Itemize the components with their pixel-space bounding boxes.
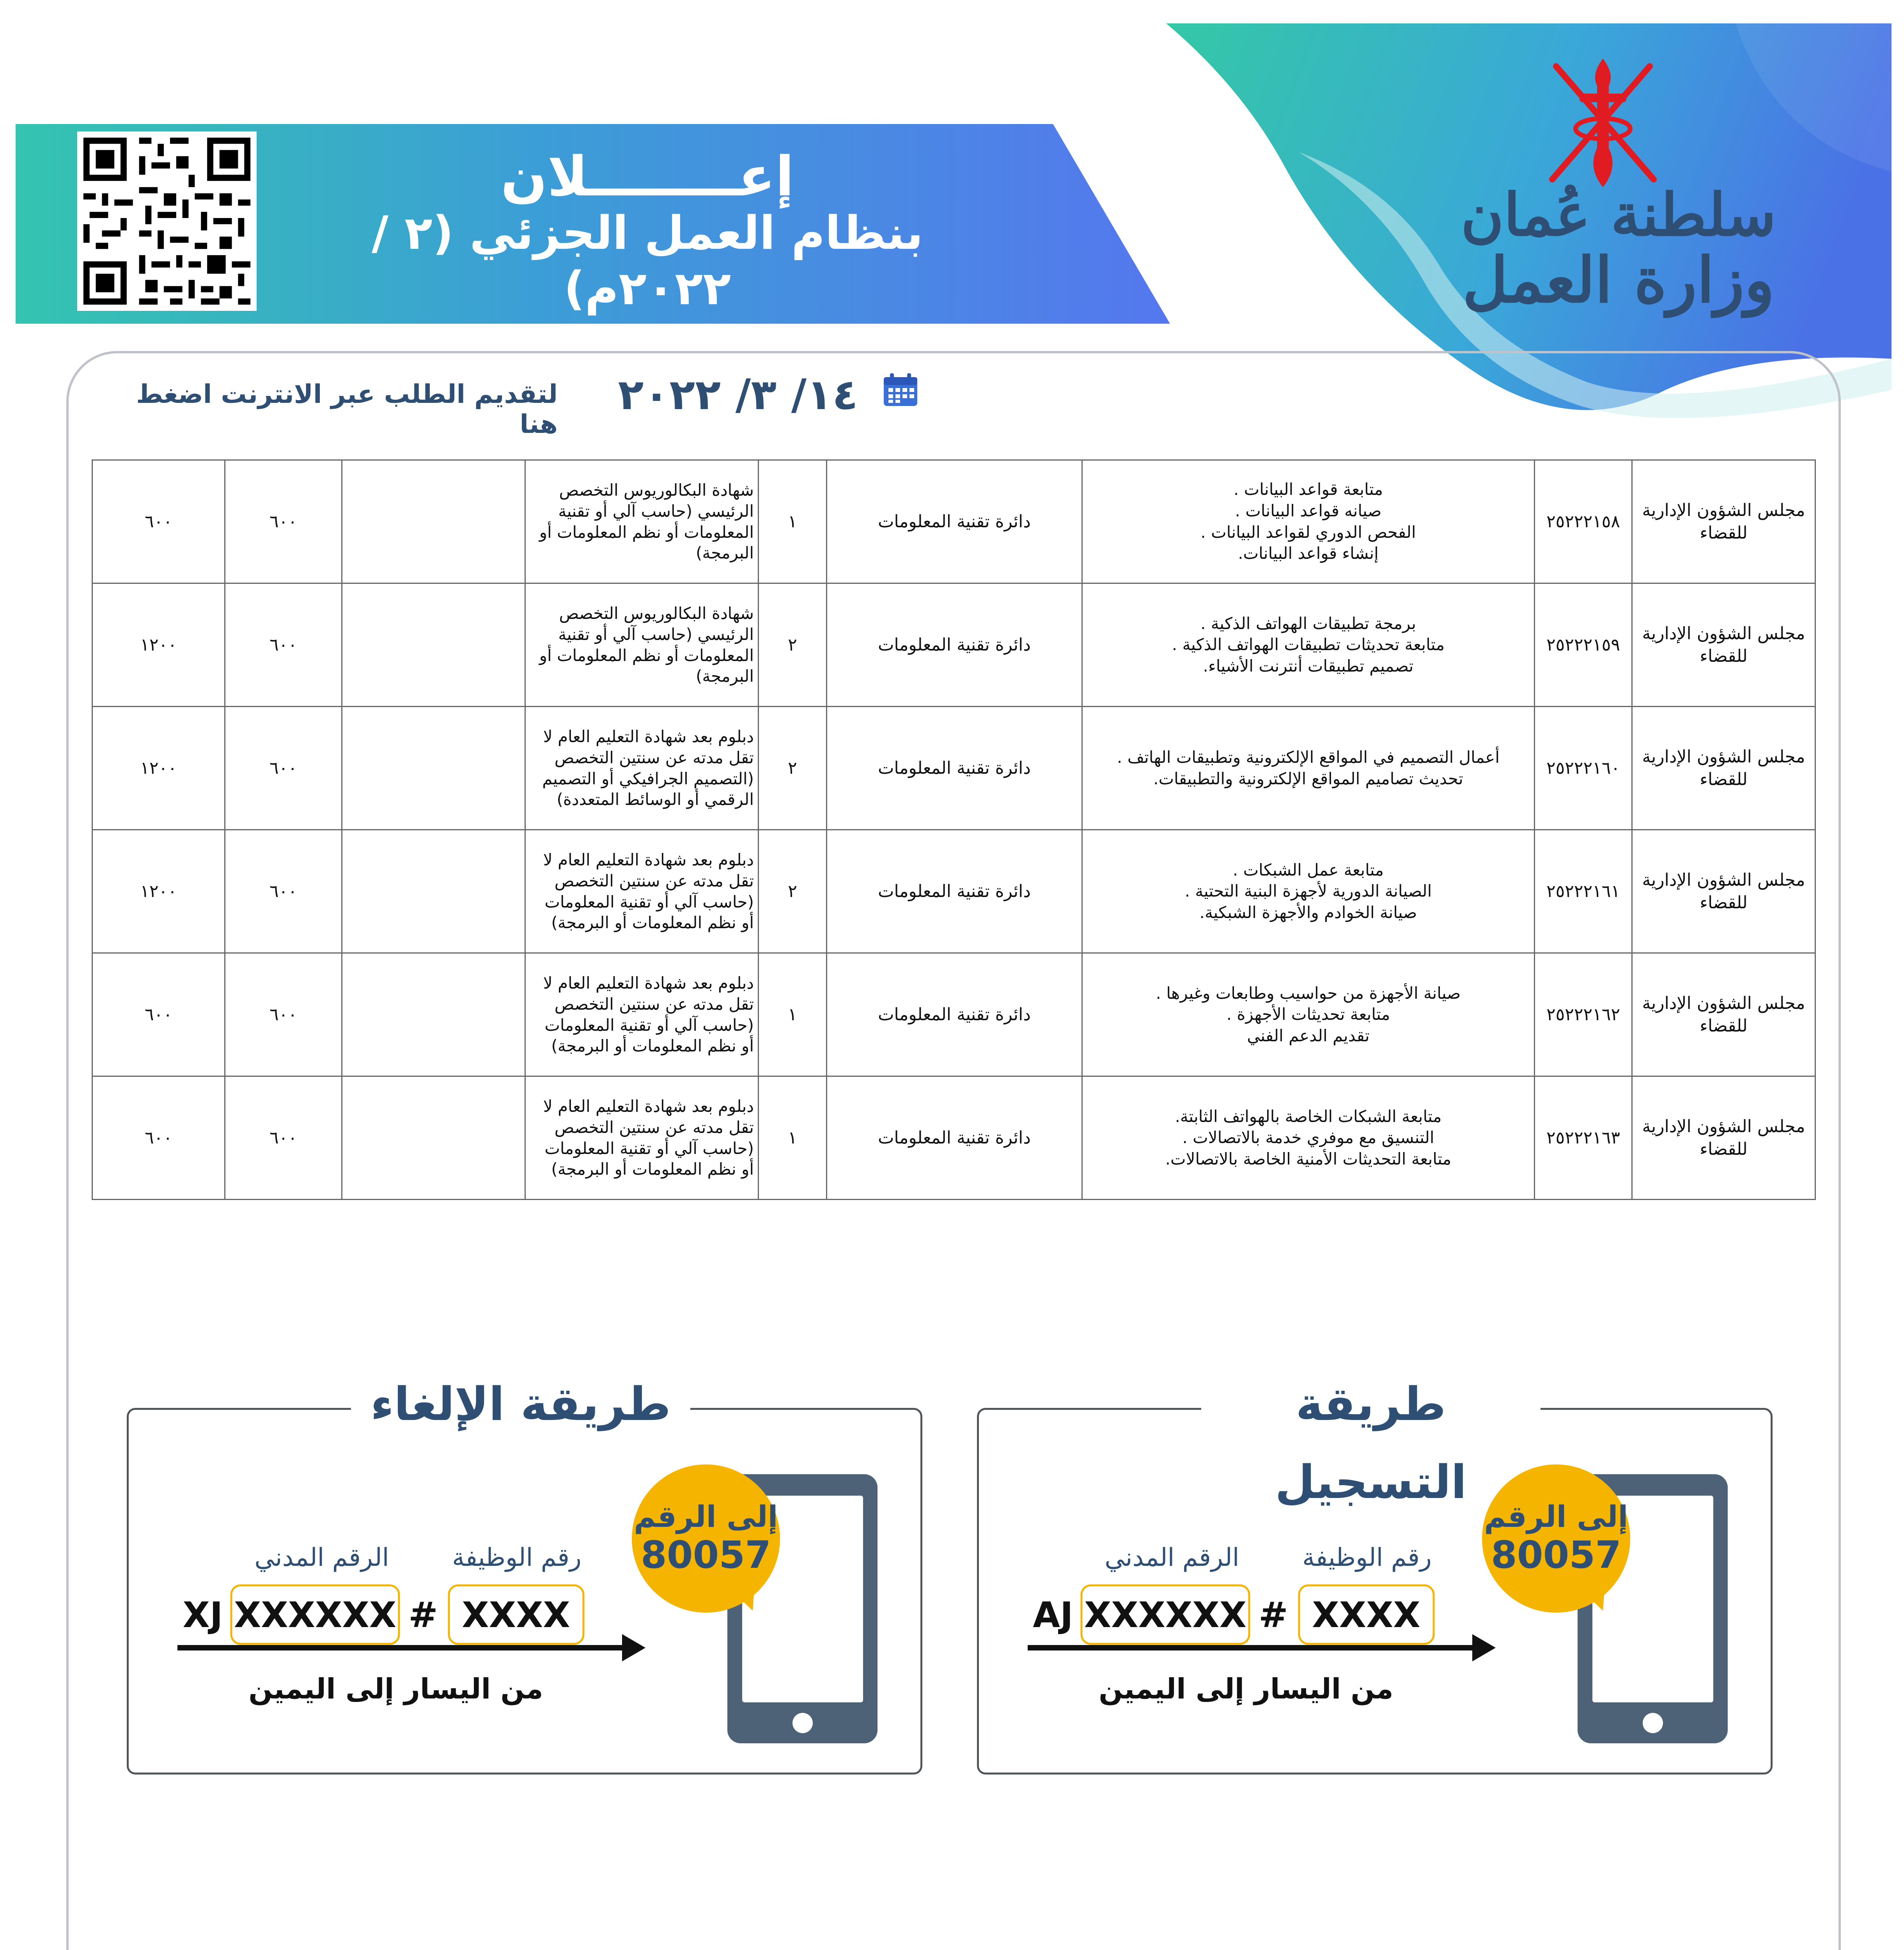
cell-count: ١	[759, 460, 827, 583]
direction-arrow	[177, 1634, 645, 1661]
task-line: متابعة عمل الشبكات .	[1232, 860, 1384, 879]
cell-job-code: ٢٥٢٢٢١٥٨	[1535, 460, 1632, 583]
hash-separator: #	[1259, 1595, 1288, 1636]
country-name: سلطنة عُمان	[1461, 181, 1776, 249]
job-number-label: رقم الوظيفة	[452, 1543, 581, 1572]
cell-total: ٦٠٠	[92, 460, 225, 583]
cell-blank	[342, 953, 525, 1076]
cell-job-code: ٢٥٢٢٢١٦٣	[1535, 1076, 1632, 1200]
task-line: متابعة قواعد البيانات .	[1233, 480, 1383, 499]
task-line: إنشاء قواعد البيانات.	[1238, 544, 1379, 563]
ministry-title: وزارة العمل	[1463, 243, 1775, 317]
task-line: متابعة التحديثات الأمنية الخاصة بالاتصالات.	[1165, 1149, 1452, 1168]
cell-job-code: ٢٥٢٢٢١٦١	[1535, 830, 1632, 953]
cell-job-code: ٢٥٢٢٢١٥٩	[1535, 583, 1632, 707]
cell-entity: مجلس الشؤون الإدارية للقضاء	[1632, 460, 1815, 583]
cell-tasks	[1082, 953, 1535, 1076]
task-line: صيانة الأجهزة من حواسيب وطابعات وغيرها .	[1156, 983, 1461, 1003]
table-row	[92, 953, 1815, 1076]
to-number-label: إلى الرقم	[634, 1499, 778, 1534]
cell-tasks	[1082, 583, 1535, 707]
cell-salary: ٦٠٠	[225, 583, 342, 707]
table-row	[92, 830, 1815, 953]
cell-tasks	[1082, 830, 1535, 953]
cell-salary: ٦٠٠	[225, 707, 342, 830]
cell-entity: مجلس الشؤون الإدارية للقضاء	[1632, 707, 1815, 830]
task-line: صيانه قواعد البيانات .	[1235, 501, 1382, 520]
cell-entity: مجلس الشؤون الإدارية للقضاء	[1632, 1076, 1815, 1200]
prefix-code: XJ	[183, 1595, 223, 1636]
cell-tasks	[1082, 1076, 1535, 1200]
table-row	[92, 583, 1815, 707]
cell-department: دائرة تقنية المعلومات	[827, 830, 1082, 953]
table-row	[92, 707, 1815, 830]
job-number-placeholder: XXXX	[462, 1595, 570, 1636]
register-method-title: طريقة التسجيل	[1201, 1365, 1541, 1443]
task-line: برمجة تطبيقات الهواتف الذكية .	[1200, 613, 1416, 633]
cell-entity: مجلس الشؤون الإدارية للقضاء	[1632, 583, 1815, 707]
cell-salary: ٦٠٠	[225, 830, 342, 953]
cell-count: ٢	[759, 583, 827, 707]
apply-online-link[interactable]: لتقديم الطلب عبر الانترنت اضغط هنا	[136, 379, 558, 439]
cell-department: دائرة تقنية المعلومات	[827, 953, 1082, 1076]
cell-count: ١	[759, 1076, 827, 1200]
direction-arrow	[1028, 1634, 1496, 1661]
job-number-label: رقم الوظيفة	[1302, 1543, 1432, 1572]
cell-salary: ٦٠٠	[225, 1076, 342, 1200]
cell-department: دائرة تقنية المعلومات	[827, 707, 1082, 830]
cell-blank	[342, 460, 525, 583]
to-number-label: إلى الرقم	[1484, 1499, 1628, 1534]
task-line: الفحص الدوري لقواعد البيانات .	[1200, 522, 1416, 542]
oman-khanjar-emblem	[1541, 51, 1665, 195]
cell-salary: ٦٠٠	[225, 953, 342, 1076]
qr-code[interactable]	[77, 131, 257, 311]
task-line: متابعة تحديثات الأجهزة .	[1226, 1005, 1390, 1024]
cell-blank	[342, 830, 525, 953]
task-line: أعمال التصميم في المواقع الإلكترونية وتطبيقات الهاتف .	[1117, 747, 1500, 767]
civil-number-placeholder: XXXXXX	[234, 1595, 397, 1636]
table-row	[92, 1076, 1815, 1200]
cell-total: ١٢٠٠	[92, 583, 225, 707]
cell-total: ١٢٠٠	[92, 707, 225, 830]
hash-separator: #	[408, 1595, 438, 1636]
sms-number-bubble	[632, 1464, 780, 1613]
task-line: الصيانة الدورية لأجهزة البنية التحتية .	[1184, 881, 1432, 901]
sms-number-bubble	[1482, 1464, 1630, 1613]
calendar-icon	[882, 372, 919, 408]
direction-note: من اليسار إلى اليمين	[248, 1672, 543, 1705]
task-line: تحديث تصاميم المواقع الإلكترونية والتطبيقات.	[1153, 769, 1463, 788]
cell-count: ١	[759, 953, 827, 1076]
ministry-name	[1443, 181, 1794, 317]
cell-total: ٦٠٠	[92, 953, 225, 1076]
cell-entity: مجلس الشؤون الإدارية للقضاء	[1632, 953, 1815, 1076]
civil-number-placeholder: XXXXXX	[1084, 1595, 1247, 1636]
cell-count: ٢	[759, 707, 827, 830]
sms-number: 80057	[641, 1533, 771, 1577]
cell-department: دائرة تقنية المعلومات	[827, 1076, 1082, 1200]
cell-count: ٢	[759, 830, 827, 953]
task-line: تصميم تطبيقات أنترنت الأشياء.	[1203, 656, 1414, 675]
title-subheading: بنظام العمل الجزئي (٢ / ٢٠٢٢م)	[371, 206, 924, 315]
cell-qualification: دبلوم بعد شهادة التعليم العام لا تقل مدته عن سنتين التخصص (التصميم الجرافيكي أو التصميم الرقمي أو الوسائط المتعددة)	[525, 707, 759, 830]
cell-total: ٦٠٠	[92, 1076, 225, 1200]
cancel-method-diagram	[127, 1408, 922, 1774]
register-method-diagram	[977, 1408, 1773, 1774]
task-line: التنسيق مع موفري خدمة بالاتصالات .	[1182, 1128, 1434, 1147]
cell-qualification: دبلوم بعد شهادة التعليم العام لا تقل مدته عن سنتين التخصص (حاسب آلي أو تقنية المعلومات أو نظم المعلومات أو البرمجة)	[525, 830, 759, 953]
cell-total: ١٢٠٠	[92, 830, 225, 953]
civil-number-label: الرقم المدني	[254, 1543, 389, 1572]
cell-salary: ٦٠٠	[225, 460, 342, 583]
task-line: متابعة الشبكات الخاصة بالهواتف الثابتة.	[1175, 1106, 1442, 1126]
cell-department: دائرة تقنية المعلومات	[827, 583, 1082, 707]
cell-qualification: شهادة البكالوريوس التخصص الرئيسي (حاسب آلي أو تقنية المعلومات أو نظم المعلومات أو البرمجة)	[525, 583, 759, 707]
cancel-method-title: طريقة الإلغاء	[351, 1365, 690, 1443]
job-number-placeholder: XXXX	[1312, 1595, 1420, 1636]
cell-department: دائرة تقنية المعلومات	[827, 460, 1082, 583]
announcement-date: ١٤/ ٣/ ٢٠٢٢	[618, 370, 858, 419]
cell-blank	[342, 707, 525, 830]
cell-entity: مجلس الشؤون الإدارية للقضاء	[1632, 830, 1815, 953]
task-line: متابعة تحديثات تطبيقات الهواتف الذكية .	[1172, 635, 1445, 654]
prefix-code: AJ	[1033, 1595, 1073, 1636]
announcement-title	[296, 145, 998, 316]
title-heading: إعــــــــلان	[500, 145, 794, 209]
cell-tasks	[1082, 707, 1535, 830]
cell-blank	[342, 1076, 525, 1200]
direction-note: من اليسار إلى اليمين	[1099, 1672, 1393, 1705]
cell-job-code: ٢٥٢٢٢١٦٢	[1535, 953, 1632, 1076]
task-line: صيانة الخوادم والأجهزة الشبكية.	[1199, 902, 1417, 922]
cell-tasks	[1082, 460, 1535, 583]
cell-qualification: شهادة البكالوريوس التخصص الرئيسي (حاسب آلي أو تقنية المعلومات أو نظم المعلومات أو البرمجة)	[525, 460, 759, 583]
sms-number: 80057	[1491, 1533, 1621, 1577]
task-line: تقديم الدعم الفني	[1247, 1026, 1370, 1045]
civil-number-label: الرقم المدني	[1104, 1543, 1239, 1572]
jobs-table	[92, 459, 1816, 1200]
cell-qualification: دبلوم بعد شهادة التعليم العام لا تقل مدته عن سنتين التخصص (حاسب آلي أو تقنية المعلومات أو نظم المعلومات أو البرمجة)	[525, 1076, 759, 1200]
cell-blank	[342, 583, 525, 707]
table-row	[92, 460, 1815, 583]
cell-qualification: دبلوم بعد شهادة التعليم العام لا تقل مدته عن سنتين التخصص (حاسب آلي أو تقنية المعلومات أو نظم المعلومات أو البرمجة)	[525, 953, 759, 1076]
cell-job-code: ٢٥٢٢٢١٦٠	[1535, 707, 1632, 830]
jobs-table-body	[92, 460, 1815, 1200]
